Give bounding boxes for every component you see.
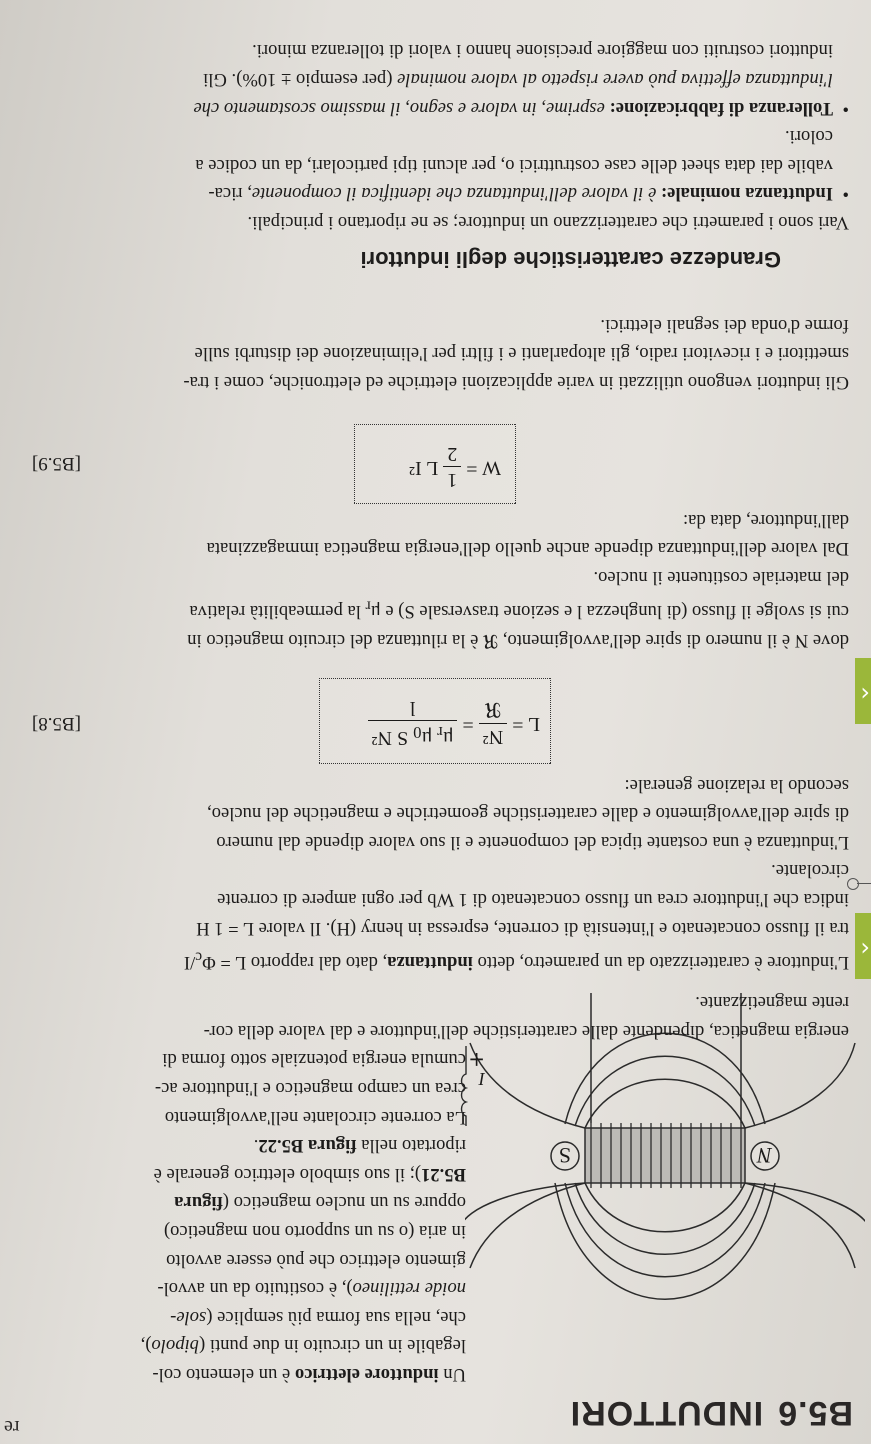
uses-paragraph: Gli induttori vengono utilizzati in varie applicazioni elettriche ed elettroniche, come i tra- smettitori e i ricevitori radio, gli altoparlanti e i filtri per l'eliminazione dei disturbi sulle forme d'onda dei segnali elettrici. — [183, 314, 849, 393]
section-title-text: INDUTTORI — [569, 1394, 764, 1432]
intro-paragraph: Un induttore elettrico è un elemento col- legabile in un circuito in due punti (bipolo), che, nella sua forma più semplice (sole- noide rettilineo), è costituito da un avvol- gimento elettrico che può essere avvolto in aria (o su un supporto non magnetico) oppure su un nucleo magnetico (figura B5.21); il suo simbolo elettrico generale è riportato nella figura B5.22. La corrente circolante nell'avvolgimento crea un campo magnetico e l'induttore ac- cumula energia potenziale sotto forma di — [140, 1049, 466, 1385]
parameters-list: Vari sono i parametri che caratterizzano un induttore; se ne riportano i principali. •Induttanza nominale: è il valore dell'induttanza che identifica il componente, rica- vabile dai data sheet delle case costruttrici o, per alcuni tipi particolari, da un codice a colori. •Tolleranza di fabbricazione: esprime, in valore e segno, il massimo scostamento che l'induttanza effettiva può avere rispetto al valore nominale (per esempio ± 10%). Gli induttori costruiti con maggiore precisione hanno i valori di tolleranza minori. — [193, 40, 849, 233]
margin-line — [857, 883, 871, 884]
field-line — [585, 1183, 745, 1232]
inductor-symbol-icon — [459, 1046, 473, 1126]
field-line — [575, 1056, 755, 1126]
field-line — [555, 1183, 775, 1299]
equation-tag-b58: [B5.8] — [31, 713, 81, 734]
equation-energy: W = 1 2 L I² — [354, 424, 516, 504]
field-line — [745, 1043, 855, 1128]
equation-inductance: L = N² ℜ = $\mu_r$ $\mu_0$ S N² l — [319, 678, 551, 764]
arrow-icon: ‹ — [860, 680, 870, 708]
plus-sign: + — [468, 1048, 485, 1072]
margin-tab — [855, 658, 871, 724]
section-title — [570, 1393, 853, 1432]
solenoid-figure — [465, 988, 865, 1388]
field-line — [575, 1183, 755, 1254]
pole-s-label: S — [558, 1143, 571, 1168]
field-line — [565, 1183, 765, 1277]
section-number: B5.6 — [777, 1394, 853, 1432]
pole-n-label: N — [757, 1143, 772, 1168]
intro-paragraph-continued: energia magnetica, dipendente dalle caratteristiche dell'induttore e dal valore della cor- rente magnetizzante. — [203, 992, 849, 1042]
inductance-paragraph: L'induttore è caratterizzato da un parametro, detto induttanza, dato dal rapporto $L = \Phi_c/I$ tra il flusso concatenato e l'intensità di corrente, espressa in henry (H). Il valore L = 1 H indica che l'induttore crea un flusso concatenato di 1 Wb per ogni ampere di corrente circolante. L'induttanza è una costante tipica del componente e il suo valore dipende dal numero di spire dell'avvolgimento e dalle caratteristiche geometriche e magnetiche del nucleo, secondo la relazione generale: — [183, 774, 849, 973]
arrow-icon: ‹ — [860, 935, 870, 963]
subsection-heading: Grandezze caratteristiche degli induttori — [360, 247, 781, 272]
corner-fragment: re — [4, 1416, 20, 1438]
margin-tab — [855, 913, 871, 979]
equation-tag-b59: [B5.9] — [31, 453, 81, 474]
current-label: I — [479, 1069, 485, 1089]
where-paragraph: dove N è il numero di spire dell'avvolgimento, ℜ è la riluttanza del circuito magnetico in cui si svolge il flusso (di lunghezza l e sezione trasversale S) e $\mu_r$ la permeabilità relativa del materiale costituente il nucleo. Dal valore dell'induttanza dipende anche quello dell'energia magnetica immagazzinata dall'induttore, data da: — [187, 509, 849, 651]
field-line — [585, 1079, 745, 1128]
